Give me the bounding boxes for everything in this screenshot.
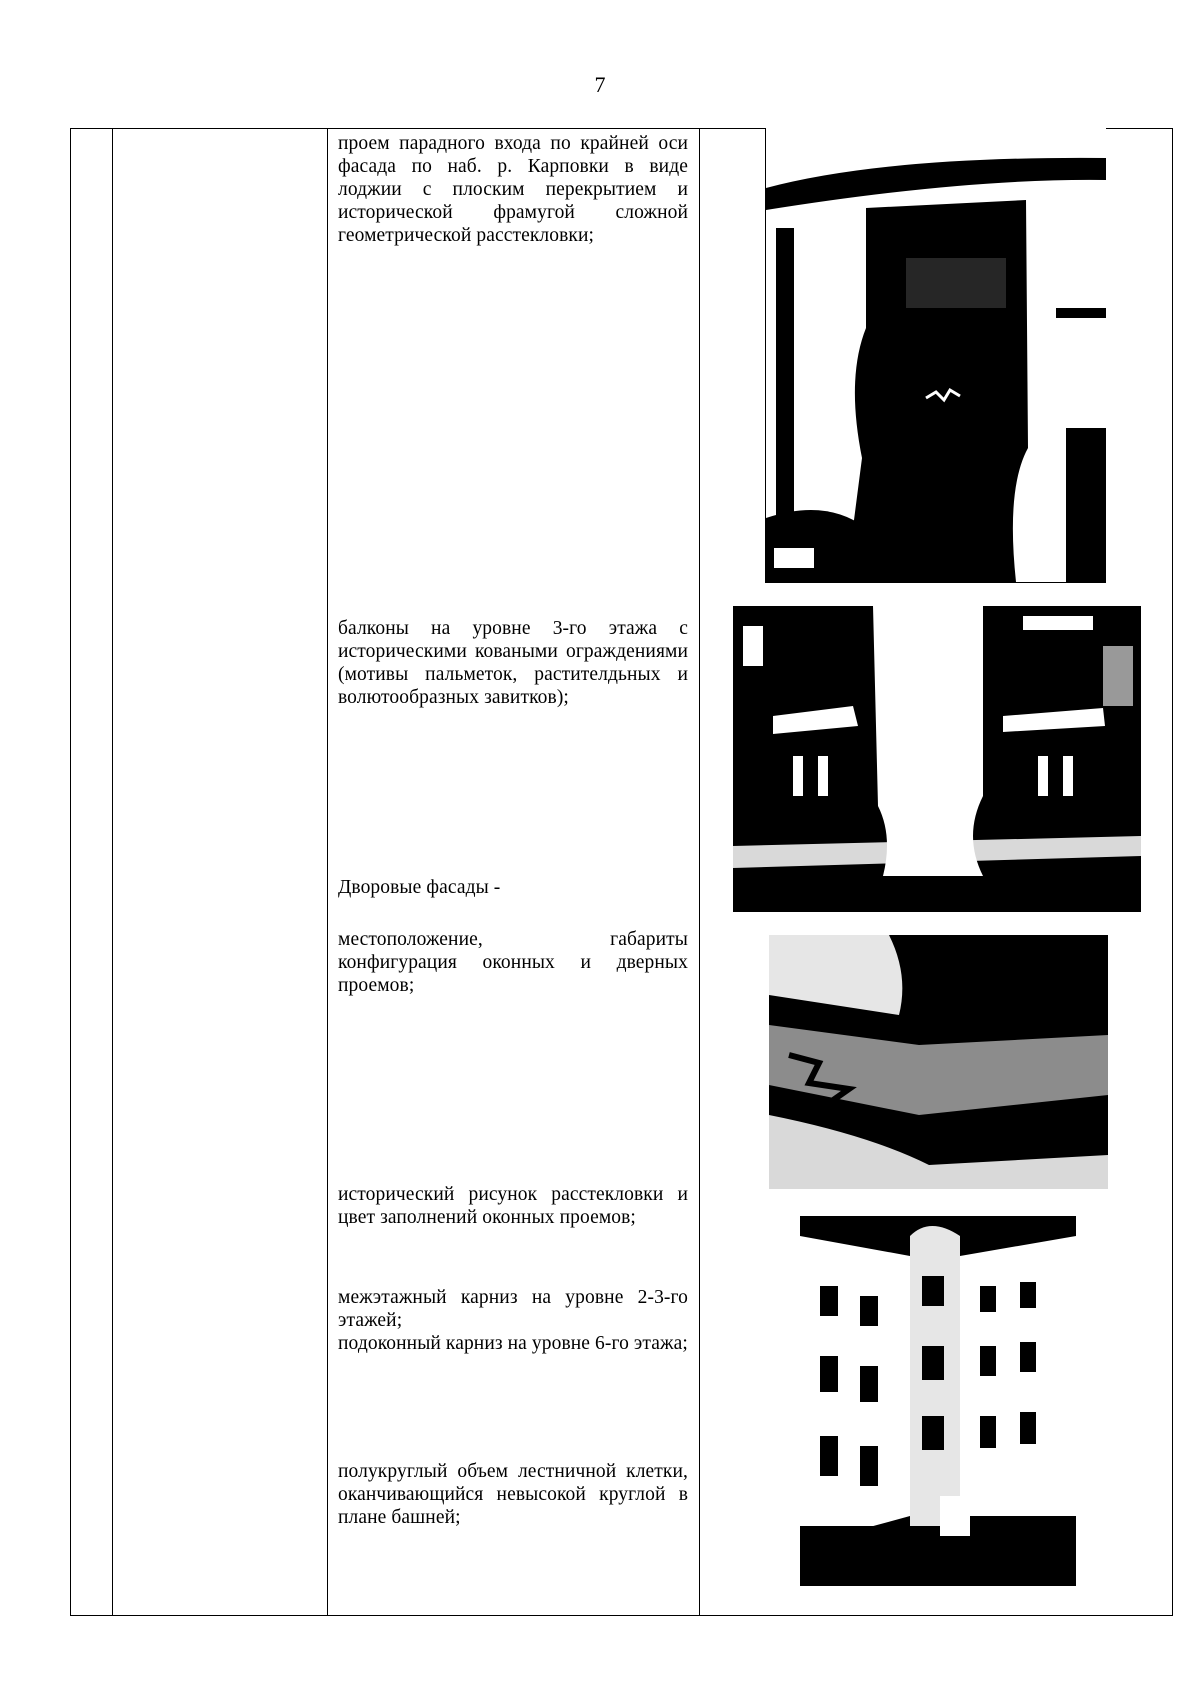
photo-entrance-loggia	[765, 128, 1106, 583]
item-balconies: балконы на уровне 3-го этажа с историческими коваными ограждениями (мотивы пальметок, растителдьных и волютообразных завитков);	[338, 618, 688, 708]
item-sill-cornice: подоконный карниз на уровне 6-го этажа;	[338, 1333, 688, 1354]
item-openings-layout: местоположение, габариты конфигурация оконных и дверных проемов;	[338, 929, 688, 996]
photo-balconies	[733, 606, 1141, 912]
photo-stair-tower	[800, 1216, 1076, 1586]
column-divider-1	[112, 129, 113, 1615]
photo-courtyard-corner	[769, 935, 1108, 1189]
item-entrance-loggia: проем парадного входа по крайней оси фасада по наб. р. Карповки в виде лоджии с плоским перекрытием и исторической фрамугой сложной геометрической расстекловки;	[338, 133, 688, 246]
column-divider-3	[699, 129, 700, 1615]
item-stair-tower: полукруглый объем лестничной клетки, оканчивающийся невысокой круглой в плане башней;	[338, 1461, 688, 1528]
column-divider-2	[327, 129, 328, 1615]
item-window-glazing: исторический рисунок расстекловки и цвет заполнений оконных проемов;	[338, 1184, 688, 1228]
section-heading-courtyard-facades: Дворовые фасады -	[338, 877, 501, 898]
page-number: 7	[594, 72, 606, 97]
item-interfloor-cornice: межэтажный карниз на уровне 2-3-го этажей;	[338, 1287, 688, 1331]
